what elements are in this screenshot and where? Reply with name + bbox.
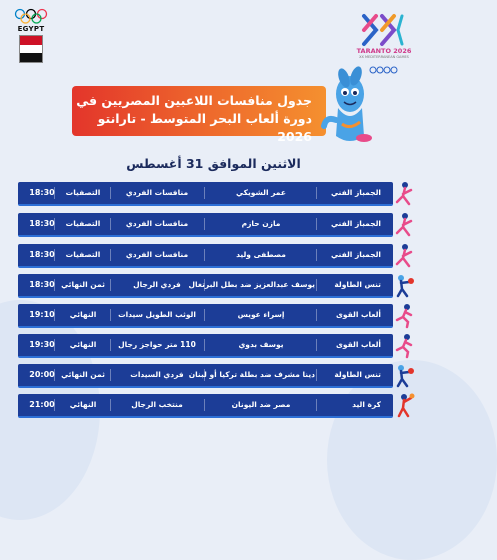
cell-divider: [204, 279, 205, 291]
athlete-cell: يوسف عبدالعزيز ضد بطل البرتغال: [188, 280, 315, 289]
schedule-row: [18, 334, 393, 358]
athlete-cell: إسراء عويس: [237, 310, 285, 319]
cell-divider: [54, 369, 55, 381]
cell-divider: [54, 399, 55, 411]
cell-divider: [54, 279, 55, 291]
gymnastics-icon: [393, 180, 417, 206]
time-cell: 19:10: [29, 310, 55, 319]
schedule-row: [18, 213, 393, 237]
cell-divider: [110, 279, 111, 291]
cell-divider: [316, 187, 317, 199]
event-cell: فردي السيدات: [130, 370, 184, 379]
cell-divider: [316, 399, 317, 411]
athlete-cell: مصطفى وليد: [236, 250, 286, 259]
cell-divider: [54, 249, 55, 261]
cell-divider: [204, 399, 205, 411]
stage-cell: التصفيات: [65, 250, 101, 259]
cell-divider: [316, 369, 317, 381]
table-tennis-icon: [393, 362, 417, 388]
athlete-cell: يوسف بدوي: [238, 340, 284, 349]
cell-divider: [110, 399, 111, 411]
cell-divider: [316, 279, 317, 291]
country-label: EGYPT: [17, 25, 45, 33]
sport-cell: الجمباز الفني: [330, 188, 381, 197]
time-cell: 18:30: [29, 188, 55, 197]
background-swoosh-right: [327, 360, 497, 560]
gymnastics-icon: [393, 211, 417, 237]
event-cell: 110 متر حواجز رجال: [118, 340, 196, 349]
schedule-row: [18, 364, 393, 388]
time-cell: 18:30: [29, 219, 55, 228]
athlete-cell: مازن حازم: [241, 219, 281, 228]
cell-divider: [110, 218, 111, 230]
cell-divider: [54, 339, 55, 351]
egypt-flag-icon: [19, 35, 43, 63]
stage-cell: النهائي: [69, 400, 97, 409]
table-tennis-icon: [393, 272, 417, 298]
cell-divider: [204, 249, 205, 261]
time-cell: 20:00: [29, 370, 55, 379]
olympic-rings-icon: [14, 8, 48, 24]
date-heading: الاثنين الموافق 31 أغسطس: [126, 156, 301, 171]
event-cell: فردي الرجال: [133, 280, 181, 289]
stage-cell: التصفيات: [65, 188, 101, 197]
cell-divider: [316, 218, 317, 230]
schedule-row: [18, 304, 393, 328]
time-cell: 18:30: [29, 280, 55, 289]
cell-divider: [316, 249, 317, 261]
stage-cell: النهائي: [69, 340, 97, 349]
cell-divider: [54, 309, 55, 321]
event-cell: منافسات الفردي: [125, 250, 189, 259]
schedule-row: [18, 182, 393, 206]
gymnastics-icon: [393, 242, 417, 268]
taranto-xx-mark-icon: [362, 14, 406, 46]
time-cell: 18:30: [29, 250, 55, 259]
athletics-icon: [393, 332, 417, 358]
sport-cell: ألعاب القوى: [336, 340, 381, 349]
athlete-cell: دينا مشرف ضد بطلة تركيا أو لبنان: [188, 370, 315, 379]
cell-divider: [204, 309, 205, 321]
stage-cell: ثمن النهائي: [61, 370, 105, 379]
title-banner: [72, 86, 326, 144]
cell-divider: [316, 339, 317, 351]
time-cell: 21:00: [29, 400, 55, 409]
cell-divider: [110, 339, 111, 351]
sport-cell: ألعاب القوى: [336, 310, 381, 319]
stage-cell: التصفيات: [65, 219, 101, 228]
schedule-row: [18, 394, 393, 418]
event-cell: منافسات الفردي: [125, 219, 189, 228]
athlete-cell: مصر ضد اليونان: [231, 400, 291, 409]
sport-cell: الجمباز الفني: [330, 250, 381, 259]
schedule-row: [18, 244, 393, 268]
cell-divider: [204, 369, 205, 381]
cell-divider: [110, 369, 111, 381]
time-cell: 19:30: [29, 340, 55, 349]
sport-cell: تنس الطاولة: [334, 370, 381, 379]
cell-divider: [204, 339, 205, 351]
cell-divider: [204, 218, 205, 230]
games-logo-subtitle: XX MEDITERRANEAN GAMES: [359, 55, 409, 59]
stage-cell: ثمن النهائي: [61, 280, 105, 289]
sport-cell: كرة اليد: [352, 400, 381, 409]
cell-divider: [54, 218, 55, 230]
event-cell: الوثب الطويل سيدات: [118, 310, 196, 319]
egypt-olympic-logo: [12, 8, 50, 70]
athletics-icon: [393, 302, 417, 328]
cell-divider: [110, 309, 111, 321]
title-line-1: جدول منافسات اللاعبين المصريين في: [76, 93, 312, 108]
cell-divider: [316, 309, 317, 321]
event-cell: منتخب الرجال: [131, 400, 183, 409]
games-logo-name: TARANTO 2026: [356, 47, 412, 55]
sport-cell: تنس الطاولة: [334, 280, 381, 289]
cell-divider: [204, 187, 205, 199]
stage-cell: النهائي: [69, 310, 97, 319]
sport-cell: الجمباز الفني: [330, 219, 381, 228]
schedule-row: [18, 274, 393, 298]
cell-divider: [110, 187, 111, 199]
handball-icon: [393, 392, 417, 418]
event-cell: منافسات الفردي: [125, 188, 189, 197]
cell-divider: [110, 249, 111, 261]
athlete-cell: عمر الشويكي: [236, 188, 286, 197]
title-line-2: دورة ألعاب البحر المتوسط - تارانتو 2026: [97, 111, 312, 144]
mascot-icon: [318, 64, 378, 150]
cell-divider: [54, 187, 55, 199]
